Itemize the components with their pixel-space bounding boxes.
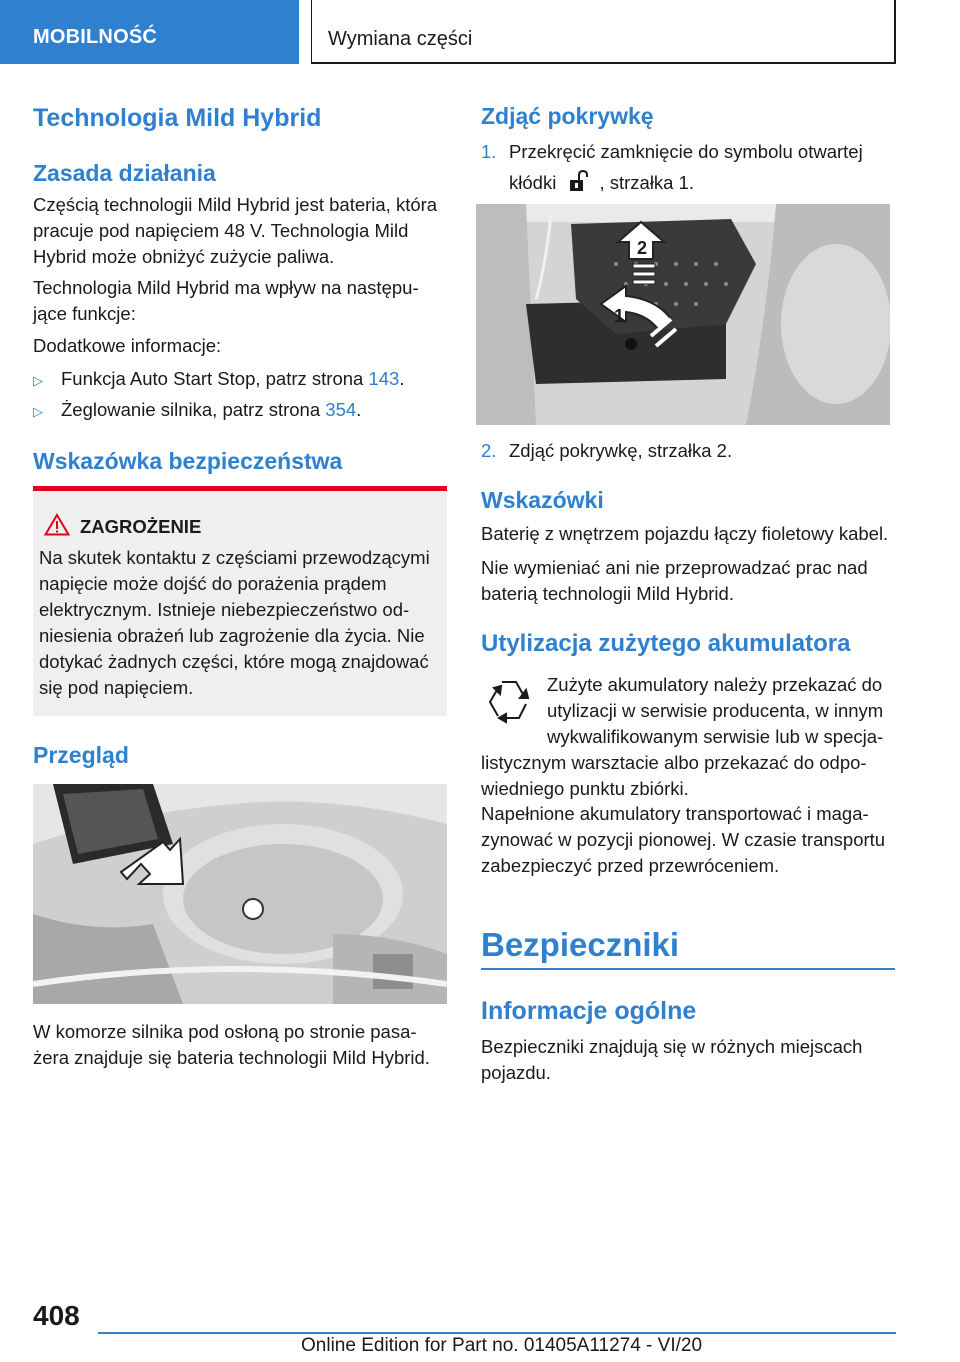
caption-line: W komorze silnika pod osłoną po stronie pasa-	[33, 1021, 417, 1042]
disposal-paragraph-indented	[547, 672, 907, 750]
danger-box	[33, 486, 447, 716]
disposal-line: Zużyte akumulatory należy przekazać do	[547, 674, 883, 695]
transport-paragraph	[481, 801, 901, 879]
footer-rule	[98, 1332, 896, 1334]
bullet-end: .	[399, 368, 405, 389]
footer-edition: Online Edition for Part no. 01405A11274 - VI/20	[301, 1335, 703, 1356]
chapter-tab	[311, 0, 896, 64]
disposal-line: wiedniego punktu zbiórki.	[481, 778, 689, 799]
step-text: Przekręcić zamknięcie do symbolu otwartej	[509, 141, 863, 162]
tips-text-2	[481, 555, 901, 607]
danger-title: ZAGROŻENIE	[80, 516, 202, 537]
transport-line: zabezpieczyć przed przewróceniem.	[481, 855, 780, 876]
bullet-text: Żeglowanie silnika, patrz strona	[61, 399, 326, 420]
title-mild-hybrid: Technologia Mild Hybrid	[33, 104, 322, 132]
step-1	[481, 139, 901, 196]
heading-disposal: Utylizacja zużytego akumulatora	[481, 630, 851, 657]
bullet-text: Funkcja Auto Start Stop, patrz strona	[61, 368, 369, 389]
disposal-line: listycznym warsztacie albo przekazać do odpo-	[481, 752, 867, 773]
open-padlock-icon	[565, 169, 595, 193]
transport-line: Napełnione akumulatory transportować i maga-	[481, 803, 869, 824]
section-tab	[0, 0, 299, 64]
heading-principle: Zasada działania	[33, 160, 216, 186]
section-rule	[481, 968, 895, 970]
transport-line: zynować w pozycji pionowej. W czasie transportu	[481, 829, 886, 850]
tips-text-1: Baterię z wnętrzem pojazdu łączy fioletowy kabel.	[481, 523, 889, 544]
photo-label-2: 2	[636, 238, 648, 258]
general-line: Bezpieczniki znajdują się w różnych miejscach	[481, 1036, 863, 1057]
danger-line: Na skutek kontaktu z częściami przewodzącymi	[39, 547, 430, 568]
heading-fuses: Bezpieczniki	[481, 926, 680, 963]
general-line: pojazdu.	[481, 1062, 551, 1083]
influence-line: Technologia Mild Hybrid ma wpływ na następu-	[33, 277, 419, 298]
disposal-line: wykwalifikowanym serwisie lub w specja-	[547, 726, 884, 747]
principle-line: Hybrid może obniżyć zużycie paliwa.	[33, 246, 335, 267]
step-2	[481, 438, 732, 464]
step-text: kłódki	[509, 172, 557, 193]
page-link[interactable]: 354	[325, 399, 357, 420]
principle-line: Częścią technologii Mild Hybrid jest bateria, która	[33, 194, 438, 215]
heading-remove-cover: Zdjąć pokrywkę	[481, 103, 654, 129]
additional-info: Dodatkowe informacje:	[33, 335, 222, 356]
step-text: Zdjąć pokrywkę, strzałka 2.	[509, 440, 733, 461]
danger-text	[39, 545, 443, 701]
recycling-icon	[484, 676, 534, 724]
bullet-triangle-icon: ▷	[33, 404, 43, 419]
section-title: MOBILNOŚĆ	[33, 26, 158, 48]
battery-cover-photo	[476, 204, 890, 425]
photo-label-1: 1	[613, 306, 625, 326]
danger-line: dotykać żadnych części, które mogą znajdować	[39, 651, 429, 672]
overview-caption	[33, 1019, 453, 1071]
general-paragraph	[481, 1034, 901, 1086]
bullet-item	[33, 397, 361, 425]
step-number: 1.	[481, 141, 497, 162]
danger-line: się pod napięciem.	[39, 677, 194, 698]
page-link[interactable]: 143	[368, 368, 400, 389]
danger-line: elektrycznym. Istnieje niebezpieczeństwo od-	[39, 599, 410, 620]
chapter-title: Wymiana części	[328, 28, 473, 50]
tips-line: Nie wymieniać ani nie przeprowadzać prac nad	[481, 557, 868, 578]
danger-line: napięcie może dojść do porażenia prądem	[39, 573, 387, 594]
bullet-end: .	[356, 399, 362, 420]
tips-line: baterią technologii Mild Hybrid.	[481, 583, 734, 604]
step-number: 2.	[481, 440, 497, 461]
heading-safety: Wskazówka bezpieczeństwa	[33, 448, 343, 474]
disposal-paragraph	[481, 750, 901, 802]
disposal-line: utylizacji w serwisie producenta, w innym	[547, 700, 884, 721]
caption-line: żera znajduje się bateria technologii Mild Hybrid.	[33, 1047, 430, 1068]
danger-line: niesienia obrażeń lub zagrożenie dla życia. Nie	[39, 625, 425, 646]
principle-paragraph	[33, 192, 453, 270]
page-number: 408	[33, 1300, 80, 1331]
step-text: , strzałka 1.	[599, 172, 695, 193]
warning-triangle-icon	[44, 513, 70, 536]
influence-line: jące funkcje:	[33, 303, 136, 324]
bullet-triangle-icon: ▷	[33, 373, 43, 388]
heading-tips: Wskazówki	[481, 487, 604, 513]
heading-general-info: Informacje ogólne	[481, 997, 697, 1025]
influence-paragraph	[33, 275, 453, 327]
principle-line: pracuje pod napięciem 48 V. Technologia Mild	[33, 220, 409, 241]
heading-overview: Przegląd	[33, 742, 129, 768]
engine-bay-photo	[33, 784, 447, 1004]
bullet-item	[33, 366, 404, 394]
